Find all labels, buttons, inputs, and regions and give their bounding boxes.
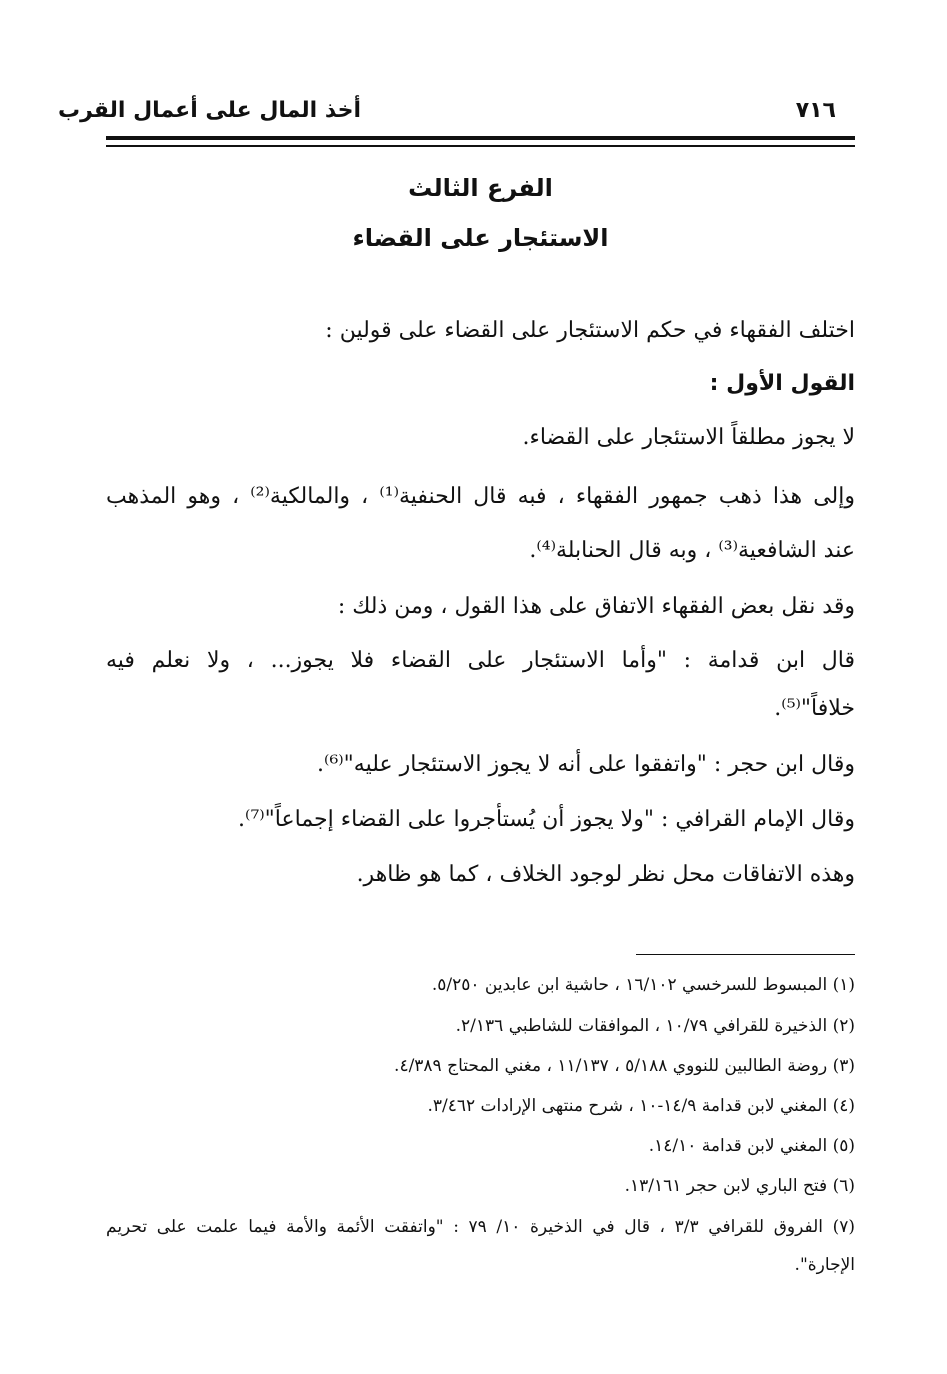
body-line-8: خلافاً"⁽⁵⁾. — [774, 696, 855, 721]
body-line-6: وقد نقل بعض الفقهاء الاتفاق على هذا القول ، ومن ذلك : — [337, 594, 855, 619]
body-line-10: وقال الإمام القرافي : "ولا يجوز أن يُستأجروا على القضاء إجماعاً"⁽⁷⁾. — [238, 807, 855, 832]
footnote-4: (٤) المغني لابن قدامة ١٤/٩-١٠ ، شرح منتهى الإرادات ٣/٤٦٢. — [427, 1096, 855, 1116]
body-line-1: اختلف الفقهاء في حكم الاستئجار على القضاء على قولين : — [325, 318, 855, 343]
body-line-4: وإلى هذا ذهب جمهور الفقهاء ، فبه قال الحنفية⁽¹⁾ ، والمالكية⁽²⁾ ، وهو المذهب — [106, 484, 855, 509]
body-line-7: قال ابن قدامة : "وأما الاستئجار على القضاء فلا يجوز... ، ولا نعلم فيه — [106, 648, 855, 673]
header-rule-thick — [106, 136, 855, 140]
footnote-separator — [636, 954, 855, 955]
footnote-1: (١) المبسوط للسرخسي ١٦/١٠٢ ، حاشية ابن عابدين ٥/٢٥٠. — [431, 975, 855, 995]
section-title: الاستئجار على القضاء — [352, 224, 609, 252]
body-line-9: وقال ابن حجر : "واتفقوا على أنه لا يجوز الاستئجار عليه"⁽⁶⁾. — [317, 752, 855, 777]
body-line-3: لا يجوز مطلقاً الاستئجار على القضاء. — [522, 425, 855, 450]
section-heading: الفرع الثالث — [408, 174, 553, 202]
footnote-5: (٥) المغني لابن قدامة ١٤/١٠. — [648, 1136, 855, 1156]
page-number: ٧١٦ — [795, 98, 836, 123]
body-line-5: عند الشافعية⁽³⁾ ، وبه قال الحنابلة⁽⁴⁾. — [529, 538, 855, 563]
footnote-6: (٦) فتح الباري لابن حجر ١٣/١٦١. — [624, 1176, 855, 1196]
opinion-heading: القول الأول : — [709, 371, 855, 396]
footnote-3: (٣) روضة الطالبين للنووي ٥/١٨٨ ، ١١/١٣٧ ، مغني المحتاج ٤/٣٨٩. — [394, 1056, 855, 1076]
header-rule-thin — [106, 145, 855, 147]
footnote-7-continuation: الإجارة". — [794, 1255, 855, 1275]
footnote-2: (٢) الذخيرة للقرافي ١٠/٧٩ ، الموافقات للشاطبي ٢/١٣٦. — [455, 1016, 855, 1036]
running-title: أخذ المال على أعمال القرب — [57, 98, 361, 123]
footnote-7: (٧) الفروق للقرافي ٣/٣ ، قال في الذخيرة ١٠/ ٧٩ : "واتفقت الأئمة والأمة فيما علمت على تحريم — [106, 1217, 855, 1237]
body-line-11: وهذه الاتفاقات محل نظر لوجود الخلاف ، كما هو ظاهر. — [356, 862, 855, 887]
